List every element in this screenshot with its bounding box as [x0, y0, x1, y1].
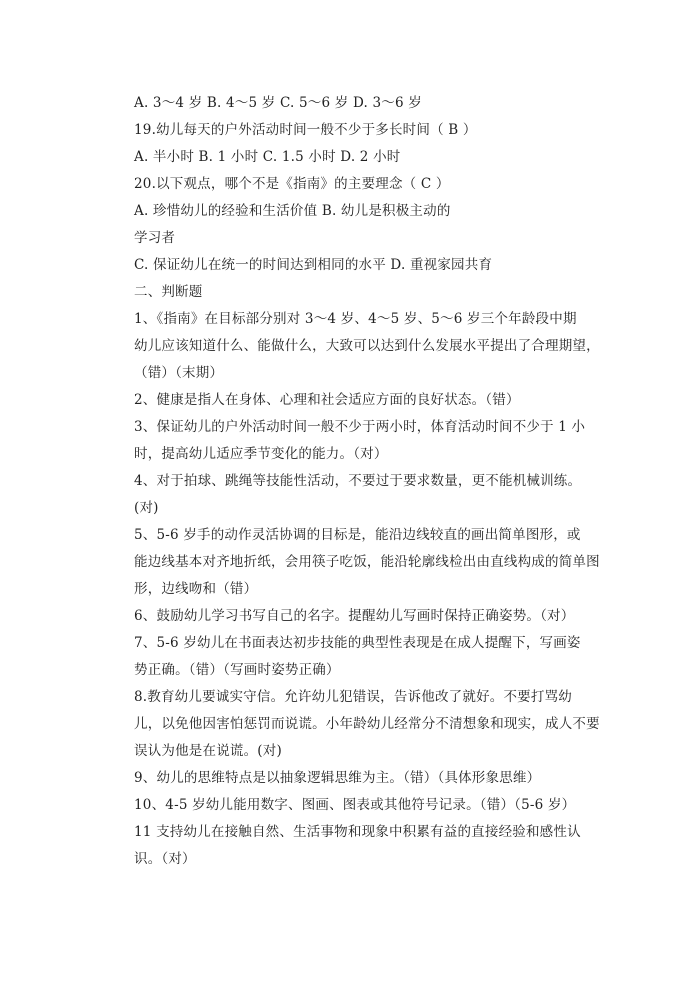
judgment-5-line-1: 5、5-6 岁手的动作灵活协调的目标是，能沿边线较直的画出简单图形，或: [134, 527, 581, 543]
judgment-2: 2、健康是指人在身体、心理和社会适应方面的良好状态。（错）: [134, 392, 520, 408]
judgment-9: 9、幼儿的思维特点是以抽象逻辑思维为主。（错）（具体形象思维）: [134, 770, 541, 786]
option-line-20b: 学习者: [134, 230, 176, 246]
judgment-7-line-1: 7、5-6 岁幼儿在书面表达初步技能的典型性表现是在成人提醒下，写画姿: [134, 635, 581, 651]
judgment-4-line-2: (对): [134, 500, 159, 516]
judgment-11-line-2: 识。（对）: [134, 851, 196, 867]
option-line-19: A. 半小时 B. 1 小时 C. 1.5 小时 D. 2 小时: [134, 149, 401, 165]
judgment-6: 6、鼓励幼儿学习书写自己的名字。提醒幼儿写画时保持正确姿势。（对）: [134, 608, 575, 624]
judgment-11-line-1: 11 支持幼儿在接触自然、生活事物和现象中积累有益的直接经验和感性认: [134, 824, 581, 840]
judgment-5-line-3: 形，边线吻和（错）: [134, 581, 258, 597]
judgment-1-line-1: 1、《指南》在目标部分别对 3～4 岁、4～5 岁、5～6 岁三个年龄段中期: [134, 311, 577, 327]
option-line-20c: C. 保证幼儿在统一的时间达到相同的水平 D. 重视家园共育: [134, 257, 493, 273]
judgment-5-line-2: 能边线基本对齐地折纸，会用筷子吃饭，能沿轮廓线检出由直线构成的简单图: [134, 554, 600, 570]
judgment-7-line-2: 势正确。（错）（写画时姿势正确）: [134, 662, 340, 678]
option-line-18: A. 3～4 岁 B. 4～5 岁 C. 5～6 岁 D. 3～6 岁: [134, 95, 422, 111]
judgment-1-line-3: （错）（末期）: [134, 365, 224, 381]
judgment-8-line-1: 8.教育幼儿要诚实守信。允许幼儿犯错误，告诉他改了就好。不要打骂幼: [134, 689, 572, 705]
judgment-8-line-3: 误认为他是在说谎。(对): [134, 743, 282, 759]
option-line-20a: A. 珍惜幼儿的经验和生活价值 B. 幼儿是积极主动的: [134, 203, 451, 219]
judgment-1-line-2: 幼儿应该知道什么、能做什么，大致可以达到什么发展水平提出了合理期望，: [134, 338, 600, 354]
judgment-3-line-2: 时，提高幼儿适应季节变化的能力。（对）: [134, 446, 388, 462]
judgment-4-line-1: 4、对于拍球、跳绳等技能性活动，不要过于要求数量，更不能机械训练。: [134, 473, 582, 489]
judgment-10: 10、4-5 岁幼儿能用数字、图画、图表或其他符号记录。（错）（5-6 岁）: [134, 797, 576, 813]
judgment-3-line-1: 3、保证幼儿的户外活动时间一般不少于两小时，体育活动时间不少于 1 小: [134, 419, 586, 435]
section-heading: 二、判断题: [134, 284, 203, 300]
judgment-8-line-2: 儿，以免他因害怕惩罚而说谎。小年龄幼儿经常分不清想象和现实，成人不要: [134, 716, 600, 732]
question-19: 19.幼儿每天的户外活动时间一般不少于多长时间（ B ）: [134, 122, 477, 138]
question-20: 20.以下观点，哪个不是《指南》的主要理念（ C ）: [134, 176, 450, 192]
